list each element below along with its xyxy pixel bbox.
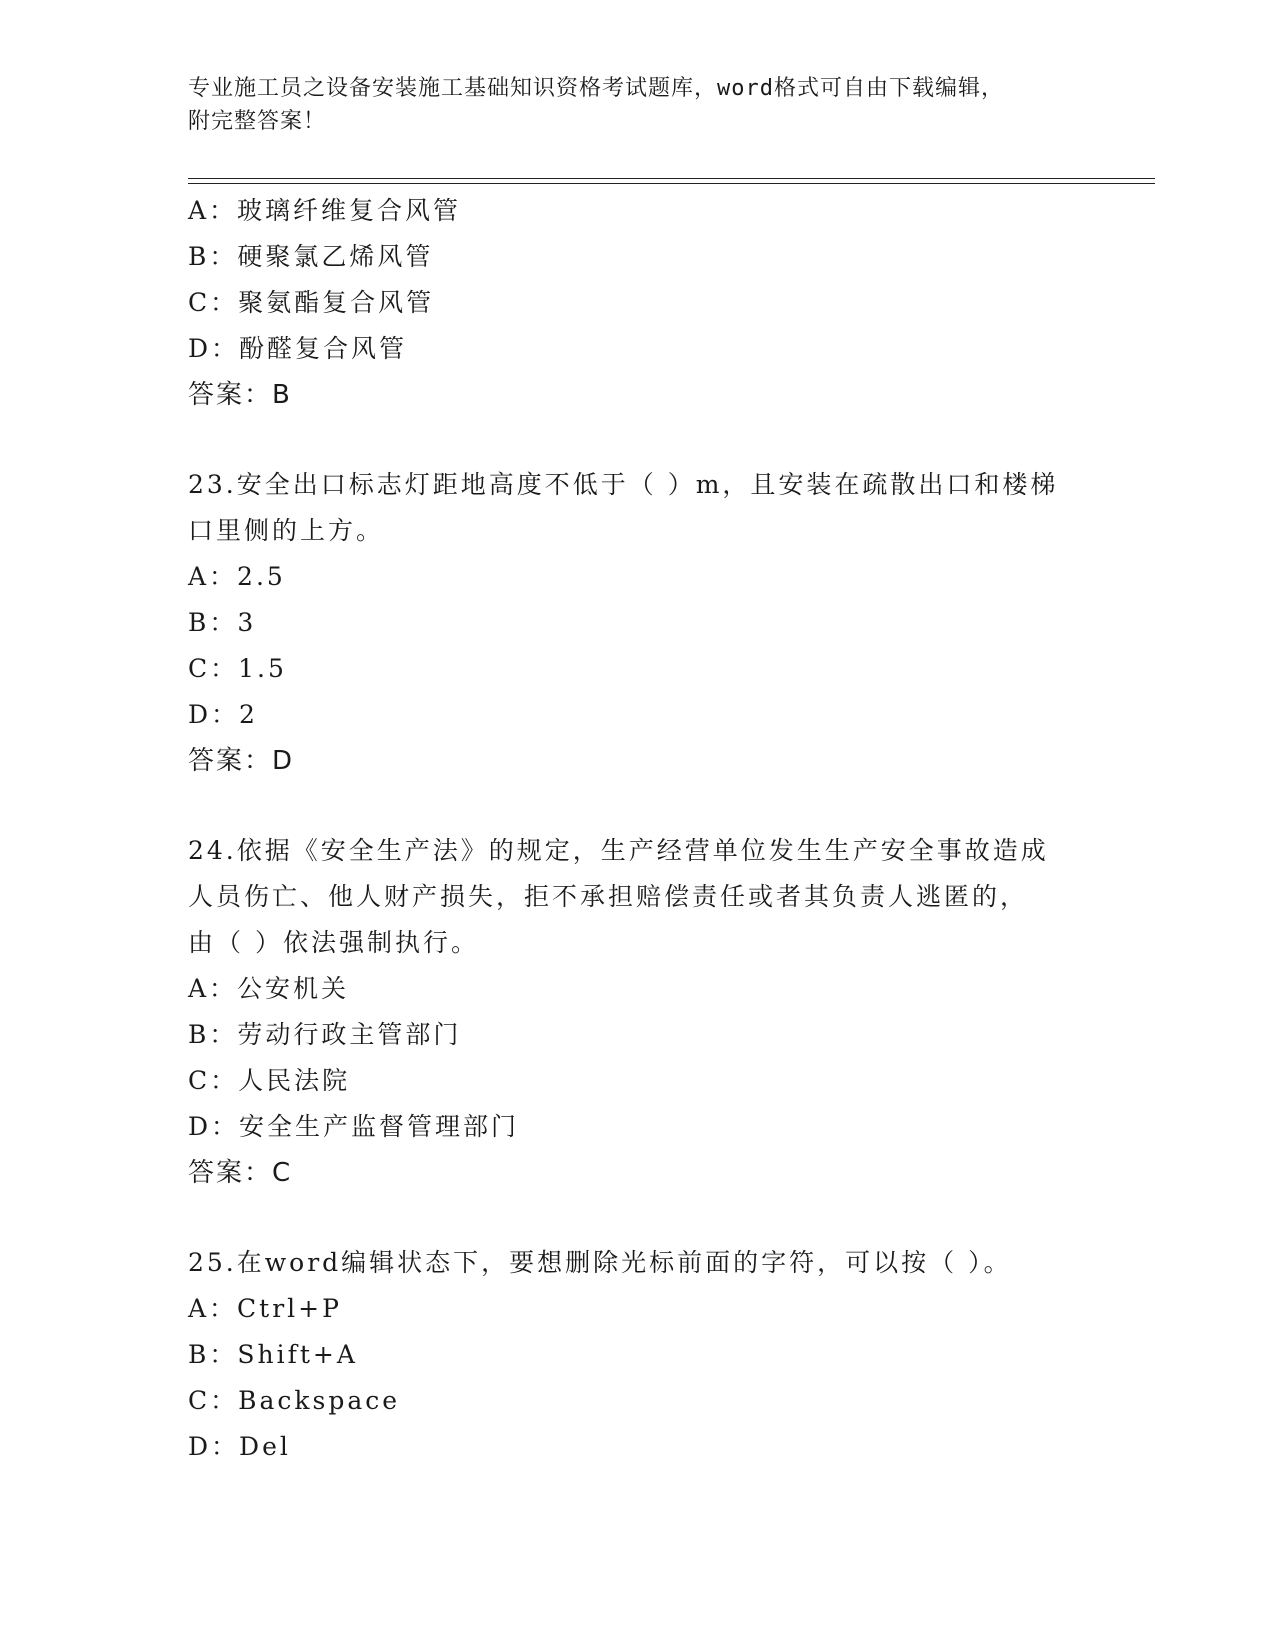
option-d: D：2 <box>188 700 258 729</box>
answer: 答案：D <box>188 746 295 776</box>
question-23 <box>188 462 1088 784</box>
option-b: B：3 <box>188 608 257 637</box>
question-text-line: 25.在word编辑状态下，要想删除光标前面的字符，可以按（ ）。 <box>188 1248 1012 1277</box>
option-a: A：公安机关 <box>188 974 350 1003</box>
question-text-line: 口里侧的上方。 <box>188 516 385 545</box>
option-d: D：安全生产监督管理部门 <box>188 1112 520 1141</box>
option-c: C：聚氨酯复合风管 <box>188 288 435 317</box>
option-a: A：2.5 <box>188 562 286 591</box>
spacer <box>188 418 1088 462</box>
document-header <box>188 72 1068 138</box>
spacer <box>188 784 1088 828</box>
option-c: C：Backspace <box>188 1386 401 1415</box>
header-divider-bottom <box>188 183 1155 184</box>
answer: 答案：B <box>188 380 292 410</box>
option-c: C：人民法院 <box>188 1066 351 1095</box>
option-b: B：Shift+A <box>188 1340 358 1369</box>
question-22 <box>188 188 1088 418</box>
header-line-2: 附完整答案！ <box>188 109 327 134</box>
question-text-line: 24.依据《安全生产法》的规定，生产经营单位发生生产安全事故造成 <box>188 836 1049 865</box>
option-d: D：酚醛复合风管 <box>188 334 408 363</box>
question-text-line: 23.安全出口标志灯距地高度不低于（ ）m，且安装在疏散出口和楼梯 <box>188 470 1059 499</box>
option-d: D：Del <box>188 1432 291 1461</box>
header-divider-top <box>188 178 1155 179</box>
question-25 <box>188 1240 1088 1470</box>
question-list <box>188 188 1088 1470</box>
option-a: A：Ctrl+P <box>188 1294 342 1323</box>
header-line-1: 专业施工员之设备安装施工基础知识资格考试题库，word格式可自由下载编辑， <box>188 76 1004 101</box>
question-24 <box>188 828 1088 1196</box>
spacer <box>188 1196 1088 1240</box>
option-a: A：玻璃纤维复合风管 <box>188 196 462 225</box>
question-text-line: 人员伤亡、他人财产损失，拒不承担赔偿责任或者其负责人逃匿的， <box>188 882 1029 911</box>
option-b: B：劳动行政主管部门 <box>188 1020 462 1049</box>
option-b: B：硬聚氯乙烯风管 <box>188 242 434 271</box>
question-text-line: 由（ ）依法强制执行。 <box>188 928 479 957</box>
answer: 答案：C <box>188 1158 293 1188</box>
option-c: C：1.5 <box>188 654 287 683</box>
